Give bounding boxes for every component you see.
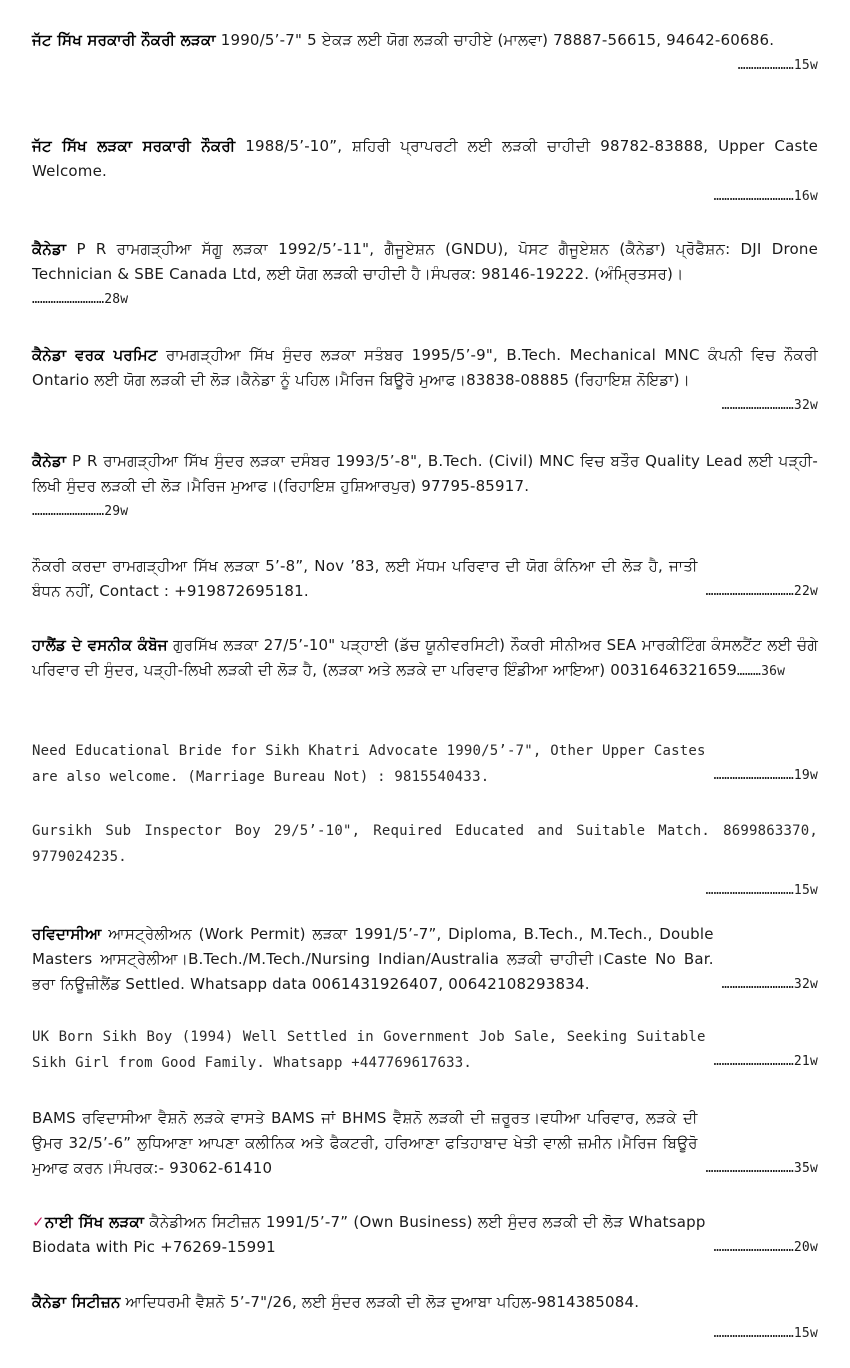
ad-13 bbox=[32, 1210, 818, 1260]
ad-body: ਕੈਨੇਡੀਅਨ ਸਿਟੀਜ਼ਨ 1991/5’-7” (Own Business) ਲਈ ਸੁੰਦਰ ਲੜਕੀ ਦੀ ਲੋੜ Whatsapp Biodata with Pic +76269-15991 bbox=[32, 1213, 706, 1256]
word-count: ………………………32w bbox=[721, 398, 818, 413]
word-count: ………………………28w bbox=[32, 292, 129, 307]
ad-5 bbox=[32, 449, 818, 524]
ad-heading: ਕੈਨੇਡਾ ਵਰਕ ਪਰਮਿਟ bbox=[32, 346, 158, 364]
ad-7 bbox=[32, 633, 818, 684]
word-count: ………36w bbox=[736, 664, 786, 679]
ad-body: P R ਰਾਮਗੜ੍ਹੀਆ ਸਿੱਖ ਸੁੰਦਰ ਲੜਕਾ ਦਸੰਬਰ 1993/5’-8", B.Tech. (Civil) MNC ਵਿਚ ਬਤੌਰ Quality Lead ਲਈ ਪੜ੍ਹੀ-ਲਿਖੀ ਸੁੰਦਰ ਲੜਕੀ ਦੀ ਲੋੜ।ਮੈਰਿਜ ਮੁਆਫ।(ਰਿਹਾਇਸ਼ ਹੁਸ਼ਿਆਰਪੁਰ) 97795-85917. bbox=[32, 452, 818, 495]
ad-4 bbox=[32, 343, 818, 418]
ad-body: ਗੁਰਸਿੱਖ ਲੜਕਾ 27/5’-10" ਪੜ੍ਹਾਈ (ਡੱਚ ਯੂਨੀਵਰਸਿਟੀ) ਨੌਕਰੀ ਸੀਨੀਅਰ SEA ਮਾਰਕੀਟਿੰਗ ਕੰਸਲਟੈਂਟ ਲਈ ਚੰਗੇ ਪਰਿਵਾਰ ਦੀ ਸੁੰਦਰ, ਪੜ੍ਹੀ-ਲਿਖੀ ਲੜਕੀ ਦੀ ਲੋੜ ਹੈ, (ਲੜਕਾ ਅਤੇ ਲੜਕੇ ਦਾ ਪਰਿਵਾਰ ਇੰਡੀਆ ਆਇਆ) 0031646321659 bbox=[32, 636, 818, 679]
ad-2 bbox=[32, 134, 818, 209]
ad-11 bbox=[32, 1024, 818, 1076]
ad-heading: ਰਵਿਦਾਸੀਆ bbox=[32, 925, 102, 943]
ad-body: 1988/5’-10”, ਸ਼ਹਿਰੀ ਪ੍ਰਾਪਰਟੀ ਲਈ ਲੜਕੀ ਚਾਹੀਦੀ 98782-83888, Upper Caste Welcome. bbox=[32, 137, 818, 180]
ad-14 bbox=[32, 1290, 818, 1346]
word-count: ………………………32w bbox=[721, 977, 818, 992]
ad-heading: ਜੱਟ ਸਿੱਖ ਲੜਕਾ ਸਰਕਾਰੀ ਨੌਕਰੀ bbox=[32, 137, 236, 155]
ad-body: UK Born Sikh Boy (1994) Well Settled in Government Job Sale, Seeking Suitable Sikh Girl from Good Family. Whatsapp +447769617633. bbox=[32, 1029, 706, 1071]
word-count: …………………………20w bbox=[713, 1240, 818, 1255]
ad-body: P R ਰਾਮਗੜ੍ਹੀਆ ਸੱਗੂ ਲੜਕਾ 1992/5’-11", ਗੈਜੂਏਸ਼ਨ (GNDU), ਪੋਸਟ ਗੈਜੂਏਸ਼ਨ (ਕੈਨੇਡਾ) ਪ੍ਰੋਫੈਸ਼ਨ: DJI Drone Technician & SBE Canada Ltd, ਲਈ ਯੋਗ ਲੜਕੀ ਚਾਹੀਦੀ ਹੈ।ਸੰਪਰਕ: 98146-19222. (ਅੰਮ੍ਰਿਤਸਰ)। bbox=[32, 240, 818, 283]
word-count: ……………………………35w bbox=[705, 1161, 818, 1176]
ad-body: BAMS ਰਵਿਦਾਸੀਆ ਵੈਸ਼ਨੋ ਲੜਕੇ ਵਾਸਤੇ BAMS ਜਾਂ BHMS ਵੈਸ਼ਨੋ ਲੜਕੀ ਦੀ ਜ਼ਰੂਰਤ।ਵਧੀਆ ਪਰਿਵਾਰ, ਲੜਕੇ ਦੀ ਉਮਰ 32/5’-6” ਲੁਧਿਆਣਾ ਆਪਣਾ ਕਲੀਨਿਕ ਅਤੇ ਫੈਕਟਰੀ, ਹਰਿਆਣਾ ਫਤਿਹਾਬਾਦ ਖੇਤੀ ਵਾਲੀ ਜ਼ਮੀਨ।ਮੈਰਿਜ ਬਿਊਰੋ ਮੁਆਫ ਕਰਨ।ਸੰਪਰਕ:- 93062-61410 bbox=[32, 1109, 698, 1177]
ad-heading: ਕੈਨੇਡਾ ਸਿਟੀਜ਼ਨ bbox=[32, 1293, 121, 1311]
ad-body: ਨੌਕਰੀ ਕਰਦਾ ਰਾਮਗੜ੍ਹੀਆ ਸਿੱਖ ਲੜਕਾ 5’-8”, Nov ’83, ਲਈ ਮੱਧਮ ਪਰਿਵਾਰ ਦੀ ਯੋਗ ਕੰਨਿਆ ਦੀ ਲੋੜ ਹੈ, ਜਾਤੀ ਬੰਧਨ ਨਹੀਂ, Contact : +919872695181. bbox=[32, 557, 698, 600]
ad-12 bbox=[32, 1106, 818, 1181]
ad-body: ਰਾਮਗੜ੍ਹੀਆ ਸਿੱਖ ਸੁੰਦਰ ਲੜਕਾ ਸਤੰਬਰ 1995/5’-9", B.Tech. Mechanical MNC ਕੰਪਨੀ ਵਿਚ ਨੌਕਰੀ Ontario ਲਈ ਯੋਗ ਲੜਕੀ ਦੀ ਲੋੜ।ਕੈਨੇਡਾ ਨੂੰ ਪਹਿਲ।ਮੈਰਿਜ ਬਿਊਰੋ ਮੁਆਫ।83838-08885 (ਰਿਹਾਇਸ਼ ਨੋਇਡਾ)। bbox=[32, 346, 818, 389]
ad-6 bbox=[32, 554, 818, 604]
ad-heading: ਹਾਲੈਂਡ ਦੇ ਵਸਨੀਕ ਕੰਬੋਜ bbox=[32, 636, 168, 654]
ad-heading: ਜੱਟ ਸਿੱਖ ਸਰਕਾਰੀ ਨੌਕਰੀ ਲੜਕਾ bbox=[32, 31, 216, 49]
word-count: …………………………16w bbox=[713, 189, 818, 204]
check-mark-icon: ✓ bbox=[32, 1213, 46, 1231]
word-count: …………………………15w bbox=[713, 1326, 818, 1341]
ad-heading: ਕੈਨੇਡਾ bbox=[32, 240, 67, 258]
ad-heading: ✓ਨਾਈ ਸਿੱਖ ਲੜਕਾ bbox=[32, 1213, 145, 1231]
ad-body: Gursikh Sub Inspector Boy 29/5’-10", Required Educated and Suitable Match. 8699863370, 9779024235. bbox=[32, 823, 818, 865]
ad-9 bbox=[32, 818, 818, 903]
word-count: …………………………19w bbox=[713, 768, 818, 783]
word-count: ……………………………22w bbox=[705, 584, 818, 599]
ad-10 bbox=[32, 922, 818, 997]
word-count: ………………………29w bbox=[32, 504, 129, 519]
word-count: ……………………………15w bbox=[705, 883, 818, 898]
word-count: …………………15w bbox=[737, 58, 818, 73]
ad-heading: ਕੈਨੇਡਾ bbox=[32, 452, 67, 470]
ad-body: ਆਦਿਧਰਮੀ ਵੈਸ਼ਨੋ 5’-7"/26, ਲਈ ਸੁੰਦਰ ਲੜਕੀ ਦੀ ਲੋੜ ਦੁਆਬਾ ਪਹਿਲ-9814385084. bbox=[120, 1293, 640, 1311]
ad-3 bbox=[32, 237, 818, 312]
ad-body: ਆਸਟ੍ਰੇਲੀਅਨ (Work Permit) ਲੜਕਾ 1991/5’-7”, Diploma, B.Tech., M.Tech., Double Masters ਆਸਟ੍ਰੇਲੀਆ।B.Tech./M.Tech./Nursing Indian/Australia ਲੜਕੀ ਚਾਹੀਦੀ।Caste No Bar. ਭਰਾ ਨਿਊਜ਼ੀਲੈਂਡ Settled. Whatsapp data 0061431926407, 00642108293834. bbox=[32, 925, 714, 993]
ad-1 bbox=[32, 28, 818, 78]
ad-body: 1990/5’-7" 5 ਏਕੜ ਲਈ ਯੋਗ ਲੜਕੀ ਚਾਹੀਏ (ਮਾਲਵਾ) 78887-56615, 94642-60686. bbox=[215, 31, 775, 49]
ad-body: Need Educational Bride for Sikh Khatri Advocate 1990/5’-7", Other Upper Castes are also welcome. (Marriage Bureau Not) : 9815540433. bbox=[32, 743, 706, 785]
word-count: …………………………21w bbox=[713, 1054, 818, 1069]
ad-8 bbox=[32, 738, 818, 790]
